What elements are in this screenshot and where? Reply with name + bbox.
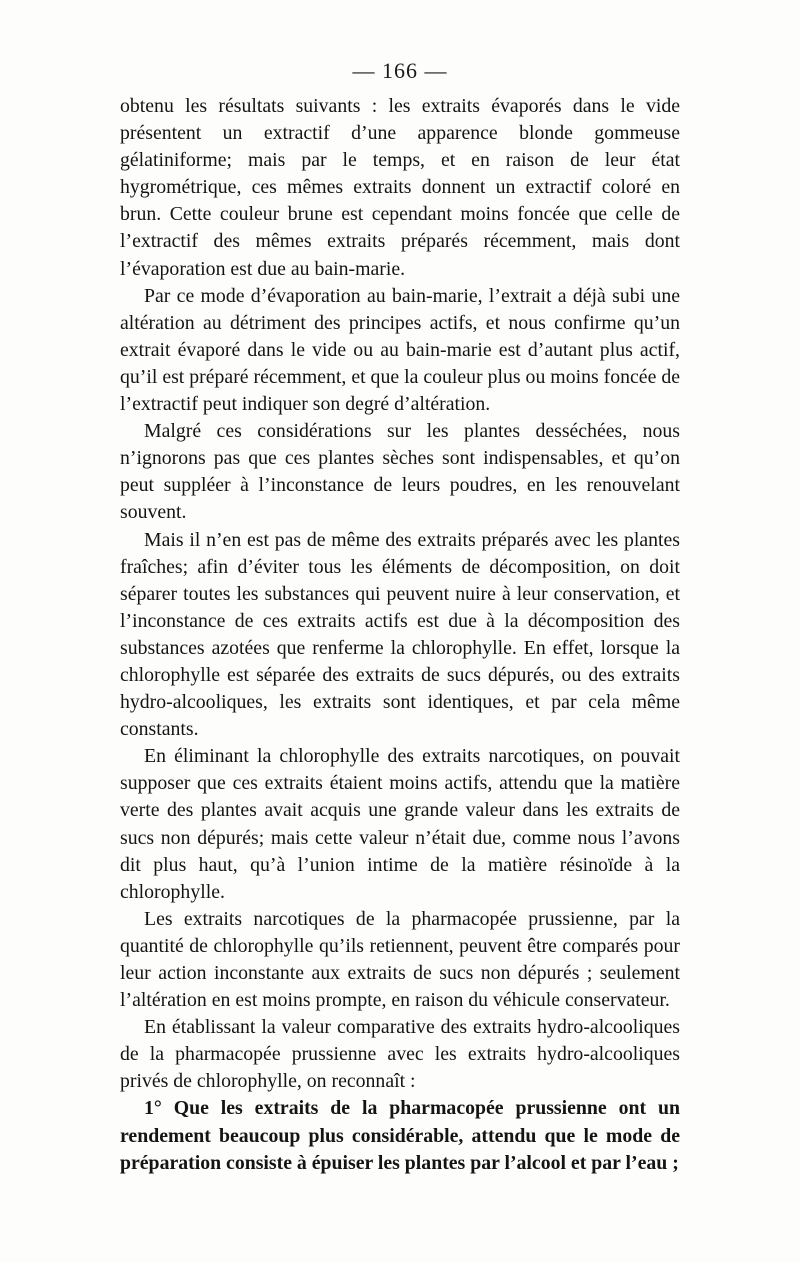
paragraph-2: Par ce mode d’évaporation au bain-marie, l’extrait a déjà subi une altération au détriment des principes actifs, et nous confirme qu’un extrait évaporé dans le vide ou au bain-marie est d’autant plus actif, qu’il est préparé récemment, et que la couleur plus ou moins foncée de l’extractif peut indiquer son degré d’altération. <box>120 284 680 416</box>
paragraph-1: obtenu les résultats suivants : les extraits évaporés dans le vide présentent un extractif d’une apparence blonde gommeuse gélatiniforme; mais par le temps, et en raison de leur état hygrométrique, ces mêmes extraits donnent un extractif coloré en brun. Cette couleur brune est cependant moins foncée que celle de l’extractif des mêmes extraits préparés récemment, mais dont l’évaporation est due au bain-marie. <box>120 95 680 280</box>
page-number: — 166 — <box>352 58 448 83</box>
body-text <box>120 93 680 1177</box>
paragraph-4: Mais il n’en est pas de même des extraits préparés avec les plantes fraîches; afin d’éviter tous les éléments de décomposition, on doit séparer toutes les substances qui peuvent nuire à leur conservation, et l’inconstance de ces extraits actifs est due à la décomposition des substances azotées que renferme la chlorophylle. En effet, lorsque la chlorophylle est séparée des extraits de sucs dépurés, ou des extraits hydro-alcooliques, les extraits sont identiques, et par cela même constants. <box>120 528 680 741</box>
paragraph-3: Malgré ces considérations sur les plantes desséchées, nous n’ignorons pas que ces plantes sèches sont indispensables, et qu’on peut suppléer à l’inconstance de leurs poudres, en les renouvelant souvent. <box>120 420 680 524</box>
paragraph-5: En éliminant la chlorophylle des extraits narcotiques, on pouvait supposer que ces extraits étaient moins actifs, attendu que la matière verte des plantes avait acquis une grande valeur dans les extraits de sucs non dépurés; mais cette valeur n’était due, comme nous l’avons dit plus haut, qu’à l’union intime de la matière résinoïde à la chlorophylle. <box>120 745 680 903</box>
paragraph-8: 1° Que les extraits de la pharmacopée prussienne ont un rendement beaucoup plus considérable, attendu que le mode de préparation consiste à épuiser les plantes par l’alcool et par l’eau ; <box>120 1097 680 1174</box>
paragraph-6: Les extraits narcotiques de la pharmacopée prussienne, par la quantité de chlorophylle qu’ils retiennent, peuvent être comparés pour leur action inconstante aux extraits de sucs non dépurés ; seulement l’altération en est moins prompte, en raison du véhicule conservateur. <box>120 907 680 1012</box>
paragraph-7: En établissant la valeur comparative des extraits hydro-alcooliques de la pharmacopée prussienne avec les extraits hydro-alcooliques privés de chlorophylle, on reconnaît : <box>120 1016 680 1093</box>
